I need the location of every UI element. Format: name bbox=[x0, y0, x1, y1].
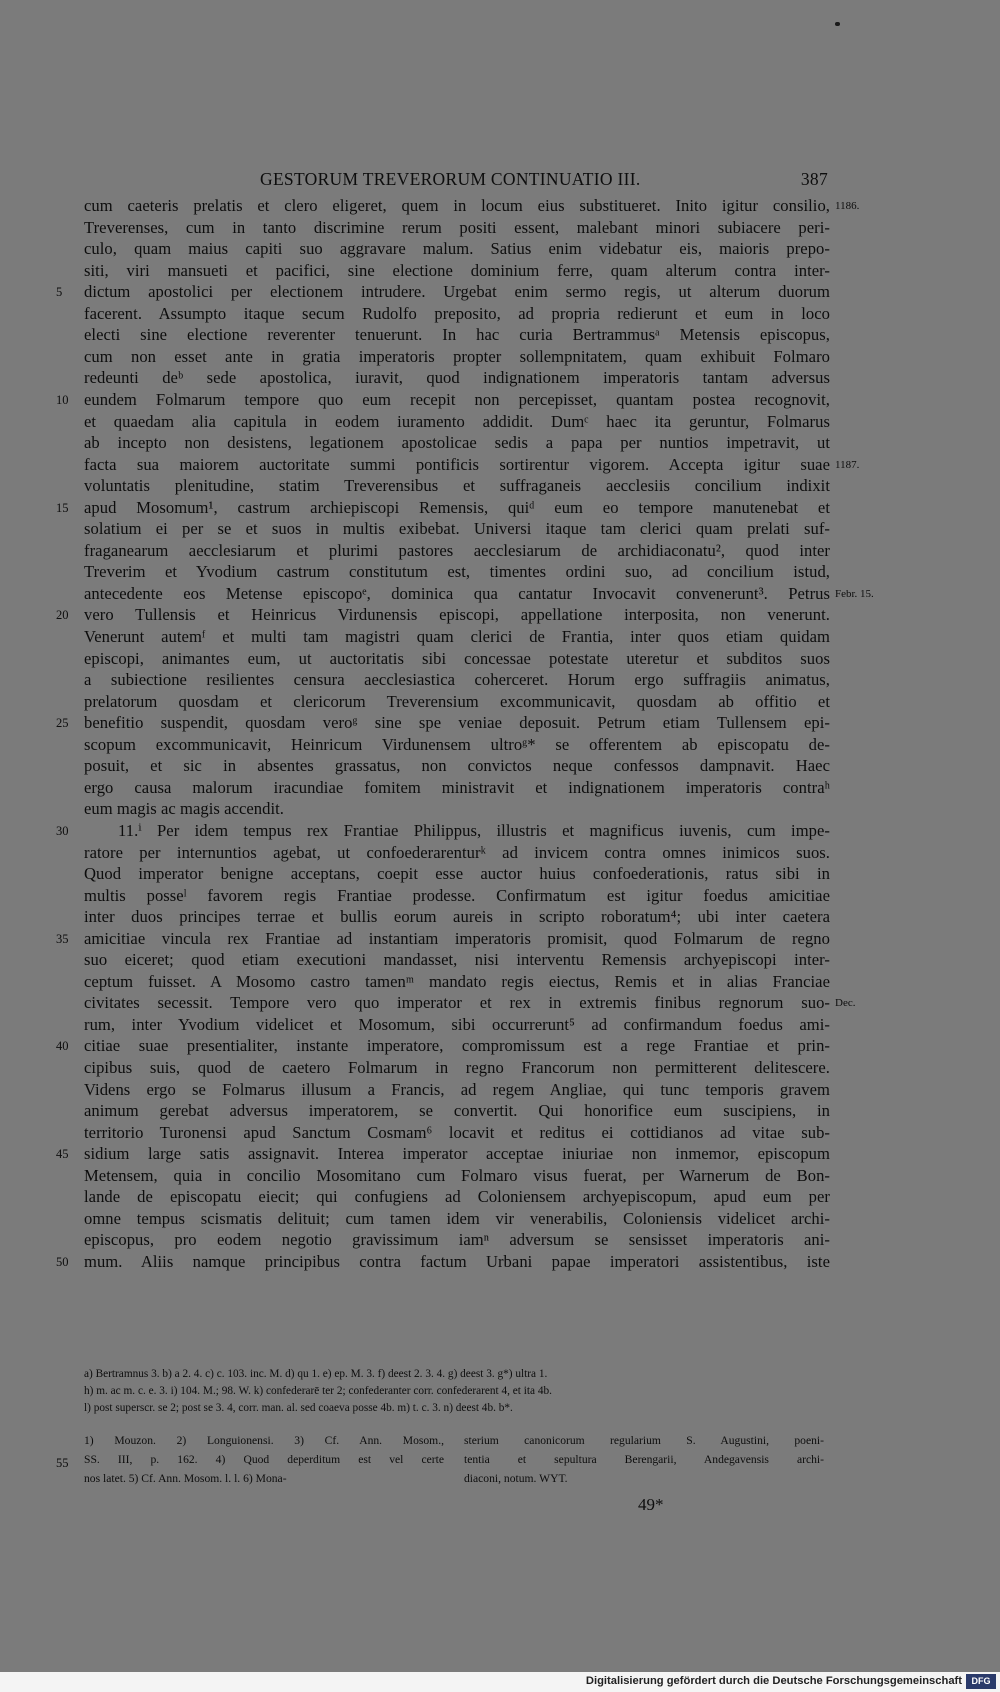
text-line: cum caeteris prelatis et clero eligeret, quem in locum eius substitueret. Inito igitur consilio, bbox=[84, 196, 830, 215]
text-line: rum, inter Yvodium videlicet et Mosomum, sibi occurrerunt⁵ ad confirmandum foedus ami- bbox=[84, 1014, 830, 1034]
text-line: antecedente eos Metense episcopoᵉ, dominica qua cantatur Invocavit convenerunt³. Petrus bbox=[84, 583, 830, 603]
text-line: facerent. Assumpto itaque secum Rudolfo preposito, ad propria redierunt et eum in loco bbox=[84, 303, 830, 323]
text-line: Venerunt autemᶠ et multi tam magistri quam clerici de Frantia, inter quos etiam quidam bbox=[84, 627, 830, 646]
footnote-line: tentia et sepultura Berengarii, Andegavensis archi- bbox=[464, 1453, 824, 1466]
line-number: 20 bbox=[56, 608, 69, 623]
text-line: electi sine electione reverenter tenuerunt. In hac curia Bertrammusᵃ Metensis episcopus, bbox=[84, 325, 830, 345]
text-line: facta sua maiorem auctoritate summi pontificis sortirentur vigorem. Accepta igitur suae bbox=[84, 454, 830, 474]
line-number: 10 bbox=[56, 392, 69, 407]
text-line: solatium ei per se et suos in multis exibebat. Universi itaque tam clerici quam prelati suf- bbox=[84, 519, 830, 539]
text-line: episcopus, pro eodem negotio gravissimum iamⁿ adversum se sensisset imperatoris ani- bbox=[84, 1230, 830, 1250]
text-line: territorio Turonensi apud Sanctum Cosmam⁶ locavit et reditus ei cottidianos ad vitae sub- bbox=[84, 1122, 830, 1142]
text-line: siti, viri mansueti et pacifici, sine electione dominium ferre, quam alterum contra inter- bbox=[84, 260, 830, 280]
variant-row: h) m. ac m. c. e. 3. i) 104. M.; 98. W. k) confederarē ter 2; confederanter corr. confederarent 4, et ita 4b. bbox=[84, 1385, 553, 1397]
margin-date: 1186. bbox=[835, 200, 860, 212]
line-number: 5 bbox=[56, 285, 63, 300]
running-header bbox=[84, 169, 830, 191]
text-line: inter duos principes terrae et bullis eorum aureis in scripto roboratum⁴; ubi inter caetera bbox=[84, 907, 830, 927]
text-line: ratore per internuntios agebat, ut confoederarenturᵏ ad invicem contra omnes inimicos suos. bbox=[84, 842, 830, 862]
text-line: posuit, et sic in absentes grassatus, non convictos neque confessos dampnavit. Haec bbox=[84, 756, 830, 776]
text-line: apud Mosomum¹, castrum archiepiscopi Remensis, quiᵈ eum eo tempore manutenebat et bbox=[84, 497, 830, 517]
text-line: prelatorum quosdam et clericorum Treverensium excommunicavit, quosdam ab offitio et bbox=[84, 691, 830, 711]
text-line: Metensem, quia in concilio Mosomitano cum Folmaro visus fuerat, per Warnerum de Bon- bbox=[84, 1165, 830, 1185]
text-line: redeunti deᵇ sede apostolica, iuravit, quod indignationem imperatoris tantam adversus bbox=[84, 368, 830, 388]
text-line: eundem Folmarum tempore quo eum recepit non percepisset, quantam postea recognovit, bbox=[84, 389, 830, 409]
line-number: 55 bbox=[56, 1456, 69, 1470]
line-number: 30 bbox=[56, 823, 69, 838]
text-line: 11.ⁱ Per idem tempus rex Frantiae Philippus, illustris et magnificus iuvenis, cum impe- bbox=[118, 820, 830, 840]
text-line: scopum excommunicavit, Heinricum Virdunensem ultroᵍ* se offerentem ab episcopatu de- bbox=[84, 734, 830, 754]
sheet-signature: 49* bbox=[638, 1495, 664, 1514]
line-number: 15 bbox=[56, 500, 69, 515]
line-number: 25 bbox=[56, 716, 69, 731]
text-line: civitates secessit. Tempore vero quo imperator et rex in extremis finibus regnorum suo- bbox=[84, 993, 830, 1013]
text-line: ergo causa malorum iracundiae fomitem ministravit et indignationem imperatoris contraʰ bbox=[84, 777, 830, 797]
text-line: omne tempus scismatis delituit; cum tamen idem vir venerabilis, Coloniensis videlicet archi- bbox=[84, 1208, 830, 1228]
text-line: fraganearum aecclesiarum et plurimi pastores aecclesiarum de archidiaconatu², quod inter bbox=[84, 540, 830, 560]
text-line: mum. Aliis namque principibus contra factum Urbani papae imperatori assistentibus, iste bbox=[84, 1251, 830, 1271]
text-line: et quaedam alia capitula in eodem iuramento addidit. Dumᶜ haec ita geruntur, Folmarus bbox=[84, 411, 830, 431]
footnote-line: 1) Mouzon. 2) Longuionensi. 3) Cf. Ann. Mosom., bbox=[84, 1434, 444, 1447]
text-line: citiae suae presentialiter, instante imperatore, compromissum est a rege Frantiae et prin- bbox=[84, 1036, 830, 1056]
line-number: 40 bbox=[56, 1039, 69, 1054]
page-number: 387 bbox=[800, 169, 828, 189]
text-line: ab incepto non desistens, legationem apostolicae sedis a papa per nuntios impetravit, ut bbox=[84, 433, 830, 453]
text-line: Videns ergo se Folmarus illusum a Francis, ad regem Angliae, qui tunc temporis gravem bbox=[84, 1079, 830, 1099]
variant-row: l) post superscr. se 2; post se 3. 4, corr. man. al. sed coaeva posse 4b. m) t. c. 3. n) deest 4b. b*. bbox=[84, 1402, 513, 1414]
text-line: vero Tullensis et Heinricus Virdunensis episcopi, appellatione interposita, non venerunt. bbox=[84, 605, 830, 625]
margin-date: Febr. 15. bbox=[835, 587, 874, 600]
footnotes-right-column bbox=[464, 1431, 824, 1488]
funding-credit: Digitalisierung gefördert durch die Deutsche Forschungsgemeinschaft bbox=[585, 1675, 962, 1687]
text-line: Quod imperator benigne acceptans, coepit esse auctor huius confoederationis, ratus sibi in bbox=[84, 864, 830, 884]
text-line: Treverenses, cum in tanto discrimine rerum positi essent, malebant minori subiacere peri- bbox=[84, 217, 830, 237]
text-line: multis posseˡ favorem regis Frantiae prodesse. Confirmatum est igitur foedus amicitiae bbox=[84, 885, 830, 905]
text-line: amicitiae vincula rex Frantiae ad instantiam imperatoris promisit, quod Folmarum de regno bbox=[84, 928, 830, 948]
margin-date: Dec. bbox=[835, 997, 856, 1010]
running-title: GESTORUM TREVERORUM CONTINUATIO III. bbox=[260, 169, 641, 189]
footnote-line: SS. III, p. 162. 4) Quod deperditum est vel certe bbox=[84, 1453, 444, 1466]
text-line: animum gerebat adversus imperatorem, se convertit. Qui honorifice eum suscipiens, in bbox=[84, 1101, 830, 1121]
dfg-logo: DFG bbox=[966, 1674, 996, 1689]
text-line: culo, quam maius capiti suo aggravare malum. Satius enim videbatur eis, maioris prepo- bbox=[84, 239, 830, 259]
ink-speck bbox=[835, 22, 840, 26]
text-line: sidium large satis assignavit. Interea imperator acceptae iniuriae non inmemor, episcopum bbox=[84, 1144, 830, 1164]
text-line: suo eiceret; quod etiam executioni mandasset, nisi interventu Remensis archyepiscopi inter- bbox=[84, 950, 830, 970]
digitization-footer bbox=[0, 1672, 1000, 1692]
text-line: cum non esset ante in gratia imperatoris propter sollempnitatem, quam exhibuit Folmaro bbox=[84, 346, 830, 366]
footnotes-left-column bbox=[84, 1431, 444, 1488]
text-line: lande de episcopatu eiecit; qui confugiens ad Coloniensem archyepiscopum, apud eum per bbox=[84, 1187, 830, 1207]
text-line: Treverim et Yvodium castrum constitutum est, timentes ordini suo, ad concilium istud, bbox=[84, 562, 830, 582]
text-line: benefitio suspendit, quosdam veroᵍ sine spe veniae deposuit. Petrum etiam Tullensem epi- bbox=[84, 713, 830, 733]
line-number: 50 bbox=[56, 1254, 69, 1269]
margin-date: 1187. bbox=[835, 458, 860, 471]
text-line: dictum apostolici per electionem intrudere. Urgebat enim sermo regis, ut alterum duorum bbox=[84, 282, 830, 302]
line-number: 35 bbox=[56, 931, 69, 946]
text-line: cipibus suis, quod de caetero Folmarum in regno Francorum non permitterent delitescere. bbox=[84, 1058, 830, 1077]
text-line: a subiectione resilientes censura aecclesiastica coherceret. Horum ergo suffragiis animatus, bbox=[84, 670, 830, 690]
line-number: 45 bbox=[56, 1147, 69, 1162]
text-line: ceptum fuisset. A Mosomo castro tamenᵐ mandato regis eiectus, Remis et in alias Franciae bbox=[84, 971, 830, 991]
text-line: eum magis ac magis accendit. bbox=[84, 799, 284, 819]
variant-row: a) Bertramnus 3. b) a 2. 4. c) c. 103. inc. M. d) qu 1. e) ep. M. 3. f) deest 2. 3. 4. g) deest 3. g*) ultra 1. bbox=[84, 1368, 548, 1380]
text-line: voluntatis plenitudine, statim Treverensibus et suffraganeis aecclesiis concilium indixit bbox=[84, 476, 830, 496]
footnote-line: nos latet. 5) Cf. Ann. Mosom. l. l. 6) Mona- bbox=[84, 1472, 287, 1485]
footnote-line: sterium canonicorum regularium S. Augustini, poeni- bbox=[464, 1434, 824, 1447]
text-line: episcopi, animantes eum, ut auctoritatis sibi concessae potestate uteretur et subditos suos bbox=[84, 648, 830, 668]
footnote-line: diaconi, notum. WYT. bbox=[464, 1472, 568, 1485]
